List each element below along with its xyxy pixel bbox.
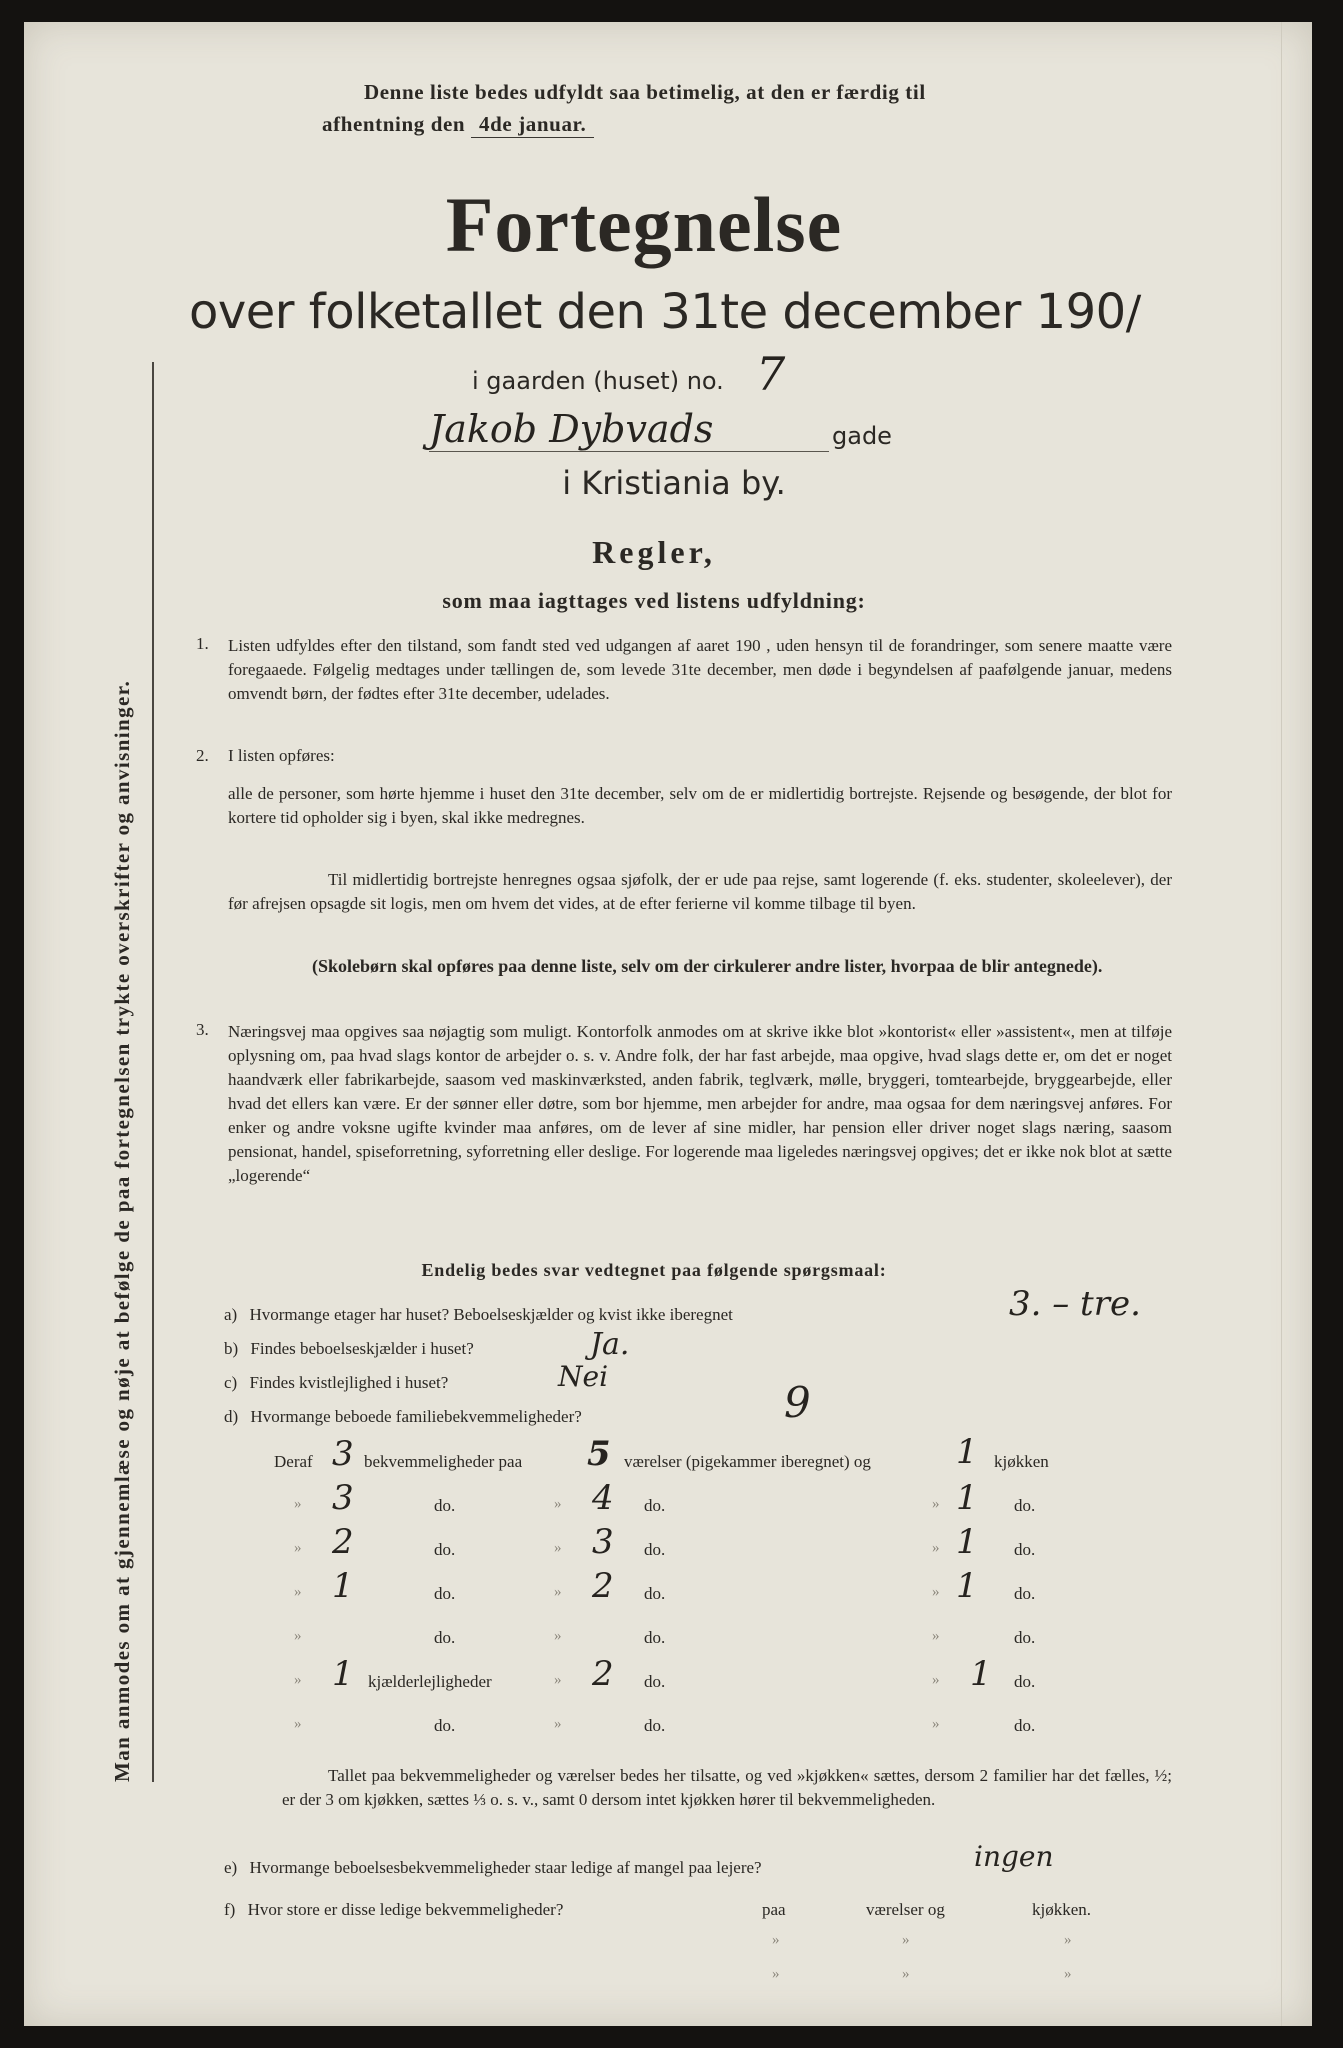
rule-1-text: Listen udfyldes efter den tilstand, som fandt sted ved udgangen af aaret 190 , uden hensyn til de forandringer, som senere maatte være foregaaede. Følgelig medtages under tællingen de, som levede 31te december, men døde i begyndelsen af paafølgende januar, medens omvendt børn, der fødtes efter 31te december, udelades. bbox=[228, 636, 1172, 703]
rule-3-number: 3. bbox=[196, 1020, 209, 1039]
footnote: Tallet paa bekvemmeligheder og værelser bedes her tilsatte, og ved »kjøkken« sættes, dersom 2 familier har det fælles, ½; er der 3 om kjøkken, sættes ⅓ o. s. v., samt 0 dersom intet kjøkken hører til bekvemmeligheden. bbox=[282, 1766, 1172, 1809]
rules-subheading: som maa iagttages ved listens udfyldning: bbox=[442, 588, 866, 613]
notice-line-1: Denne liste bedes udfyldt saa betimelig, at den er færdig til bbox=[364, 80, 926, 104]
row-3-do-3: do. bbox=[1014, 1584, 1036, 1603]
row-3-do-1: do. bbox=[434, 1584, 456, 1603]
row-6-do-3: do. bbox=[1014, 1716, 1036, 1735]
row-3-ditto-3: » bbox=[932, 1584, 940, 1600]
question-d-text: Hvormange beboede familiebekvemmeligheder? bbox=[250, 1407, 582, 1426]
row-6-ditto-3: » bbox=[932, 1716, 940, 1732]
row-6-do-1: do. bbox=[434, 1716, 456, 1735]
question-f-text: Hvor store er disse ledige bekvemmeligheder? bbox=[247, 1900, 564, 1919]
row-5-do-3: do. bbox=[1014, 1672, 1036, 1691]
question-a-label: a) bbox=[224, 1305, 238, 1324]
question-c-label: c) bbox=[224, 1373, 238, 1392]
row-1-kitchen: 1 bbox=[956, 1478, 978, 1518]
notice-line-2 bbox=[322, 112, 594, 138]
f-ditto-1a: » bbox=[772, 1932, 780, 1948]
question-a-text: Hvormange etager har huset? Beboelseskjælder og kvist ikke iberegnet bbox=[249, 1305, 733, 1324]
row-2-ditto-2: » bbox=[554, 1540, 562, 1556]
answer-e: ingen bbox=[974, 1840, 1054, 1873]
row-1-count: 3 bbox=[332, 1478, 354, 1518]
kjokken-header: kjøkken bbox=[994, 1452, 1049, 1471]
row-3-do-2: do. bbox=[644, 1584, 666, 1603]
f-ditto-1b: » bbox=[902, 1932, 910, 1948]
row-2-count: 2 bbox=[332, 1522, 354, 1562]
census-form-sheet bbox=[24, 22, 1312, 2026]
row-1-do-1: do. bbox=[434, 1496, 456, 1515]
row-0-rooms: 5 bbox=[587, 1434, 611, 1474]
city: i Kristiania by. bbox=[562, 464, 786, 502]
f-kjokken: kjøkken. bbox=[1032, 1900, 1092, 1919]
question-f bbox=[224, 1900, 563, 1920]
sidebar-instruction: Man anmodes om at gjennemlæse og nøje at befølge de paa fortegnelsen trykte overskrifter og anvisninger. bbox=[110, 679, 134, 1782]
rule-1-number: 1. bbox=[196, 634, 209, 653]
question-e bbox=[224, 1858, 762, 1878]
row-5-ditto: » bbox=[294, 1672, 302, 1688]
row-4-do-1: do. bbox=[434, 1628, 456, 1647]
bekv-header: bekvemmeligheder paa bbox=[364, 1452, 523, 1471]
row-2-rooms: 3 bbox=[592, 1522, 614, 1562]
f-ditto-2c: » bbox=[1064, 1966, 1072, 1982]
subtitle-text: over folketallet den 31te december 190 bbox=[189, 284, 1126, 340]
rule-2-bold-note: (Skolebørn skal opføres paa denne liste, selv om der cirkulerer andre lister, hvorpaa de blir antegnede). bbox=[312, 956, 1103, 976]
row-3-ditto: » bbox=[294, 1584, 302, 1600]
rule-2-number: 2. bbox=[196, 746, 209, 765]
row-5-kitchen: 1 bbox=[970, 1654, 992, 1694]
row-5-do-2: do. bbox=[644, 1672, 666, 1691]
rule-2-text: alle de personer, som hørte hjemme i huset den 31te december, selv om de er midlertidig bortrejste. Rejsende og besøgende, der blot for kortere tid opholder sig i byen, skal ikke medregnes. bbox=[228, 784, 1172, 827]
page-subtitle bbox=[189, 284, 1141, 340]
deraf-label: Deraf bbox=[274, 1452, 313, 1471]
row-5-ditto-3: » bbox=[932, 1672, 940, 1688]
row-1-do-3: do. bbox=[1014, 1496, 1036, 1515]
answer-c: Nei bbox=[558, 1360, 609, 1393]
street-name: Jakob Dybvads bbox=[429, 407, 829, 452]
question-d-label: d) bbox=[224, 1407, 239, 1426]
row-5-ditto-2: » bbox=[554, 1672, 562, 1688]
row-4-ditto-3: » bbox=[932, 1628, 940, 1644]
row-3-ditto-2: » bbox=[554, 1584, 562, 1600]
row-5-rooms: 2 bbox=[592, 1654, 614, 1694]
question-c bbox=[224, 1373, 448, 1393]
gaarden-label: i gaarden (huset) no. bbox=[472, 367, 724, 395]
row-1-rooms: 4 bbox=[592, 1478, 614, 1518]
row-6-ditto: » bbox=[294, 1716, 302, 1732]
f-ditto-1c: » bbox=[1064, 1932, 1072, 1948]
answer-b: Ja. bbox=[590, 1327, 630, 1362]
row-0-kitchen: 1 bbox=[956, 1432, 978, 1472]
row-2-ditto-3: » bbox=[932, 1540, 940, 1556]
rule-2-text-2: Til midlertidig bortrejste henregnes ogsaa sjøfolk, der er ude paa rejse, samt logerende (f. eks. studenter, skoleelever), der før afrejsen opsagde sit logis, men om hvem det vides, at de efter ferierne vil komme tilbage til byen. bbox=[228, 870, 1172, 913]
kjaelder-label: kjælderlejligheder bbox=[368, 1672, 492, 1691]
notice-prefix: afhentning den bbox=[322, 112, 466, 136]
row-2-do-2: do. bbox=[644, 1540, 666, 1559]
question-f-label: f) bbox=[224, 1900, 236, 1919]
question-e-text: Hvormange beboelsesbekvemmeligheder staar ledige af mangel paa lejere? bbox=[249, 1858, 762, 1877]
vaer-header: værelser (pigekammer iberegnet) og bbox=[624, 1452, 871, 1471]
row-6-do-2: do. bbox=[644, 1716, 666, 1735]
row-2-do-3: do. bbox=[1014, 1540, 1036, 1559]
question-e-label: e) bbox=[224, 1858, 238, 1877]
row-5-count: 1 bbox=[332, 1654, 354, 1694]
row-3-kitchen: 1 bbox=[956, 1566, 978, 1606]
sidebar-rule bbox=[152, 362, 154, 1782]
row-4-do-3: do. bbox=[1014, 1628, 1036, 1647]
question-b-text: Findes beboelseskjælder i huset? bbox=[250, 1339, 474, 1358]
row-6-ditto-2: » bbox=[554, 1716, 562, 1732]
row-1-ditto-2: » bbox=[554, 1496, 562, 1512]
row-4-ditto: » bbox=[294, 1628, 302, 1644]
question-b bbox=[224, 1339, 474, 1359]
row-4-do-2: do. bbox=[644, 1628, 666, 1647]
year-digit: / bbox=[1125, 285, 1141, 339]
answer-d: 9 bbox=[784, 1378, 811, 1427]
f-vaerelser: værelser og bbox=[866, 1900, 945, 1919]
row-4-ditto-2: » bbox=[554, 1628, 562, 1644]
question-b-label: b) bbox=[224, 1339, 239, 1358]
row-1-do-2: do. bbox=[644, 1496, 666, 1515]
question-c-text: Findes kvistlejlighed i huset? bbox=[249, 1373, 449, 1392]
f-ditto-2a: » bbox=[772, 1966, 780, 1982]
questions-heading: Endelig bedes svar vedtegnet paa følgende spørgsmaal: bbox=[421, 1260, 887, 1280]
row-2-do-1: do. bbox=[434, 1540, 456, 1559]
question-a bbox=[224, 1305, 733, 1325]
row-3-rooms: 2 bbox=[592, 1566, 614, 1606]
f-ditto-2b: » bbox=[902, 1966, 910, 1982]
house-number: 7 bbox=[756, 347, 786, 401]
row-2-kitchen: 1 bbox=[956, 1522, 978, 1562]
street-suffix: gade bbox=[832, 422, 892, 450]
row-2-ditto: » bbox=[294, 1540, 302, 1556]
answer-a: 3. – tre. bbox=[1009, 1284, 1141, 1324]
row-1-ditto-3: » bbox=[932, 1496, 940, 1512]
rule-2-intro: I listen opføres: bbox=[228, 746, 335, 765]
f-paa: paa bbox=[762, 1900, 786, 1919]
page-title: Fortegnelse bbox=[445, 181, 843, 268]
rules-heading: Regler, bbox=[592, 534, 716, 570]
row-1-ditto: » bbox=[294, 1496, 302, 1512]
rule-3-text: Næringsvej maa opgives saa nøjagtig som muligt. Kontorfolk anmodes om at skrive ikke blot »kontorist« eller »assistent«, men at tilføje oplysning om, paa hvad slags kontor de arbejder o. s. v. Andre folk, der har fast arbejde, maa opgive, hvad slags dette er, om det er noget haandværk eller fabrikarbejde, saasom ved maskinværksted, anden fabrik, teglværk, mølle, bryggeri, tomtearbejde, bryggearbejde, eller hvad det ellers kan være. Er der sønner eller døtre, som bor hjemme, men arbejder for andre, maa ogsaa for dem næringsvej anføres. For enker og andre voksne ugifte kvinder maa anføres, om de lever af sine midler, har pension eller driver noget slags næring, saasom pensionat, handel, spiseforretning, syforretning eller deslige. For logerende maa ligeledes næringsvej opgives; det er ikke nok blot at sætte „logerende“ bbox=[228, 1022, 1172, 1185]
question-d bbox=[224, 1407, 582, 1427]
row-3-count: 1 bbox=[332, 1566, 354, 1606]
pickup-date: 4de januar. bbox=[471, 112, 594, 138]
row-0-count: 3 bbox=[332, 1434, 354, 1474]
